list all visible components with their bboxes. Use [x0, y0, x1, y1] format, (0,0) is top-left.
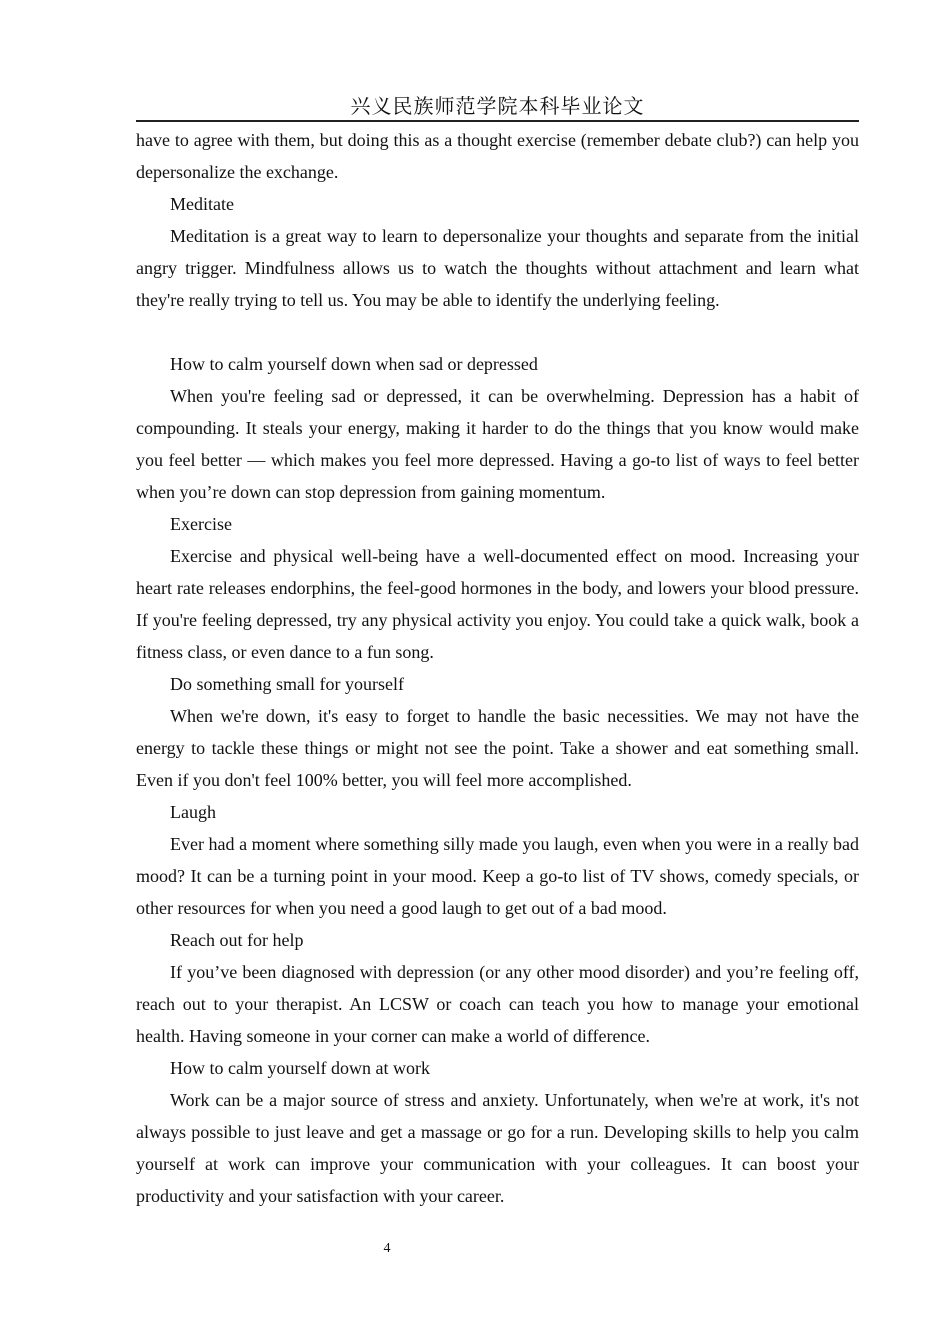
paragraph-meditation: Meditation is a great way to learn to depersonalize your thoughts and separate from the initial angry trigger. Mindfulness allows us to watch the thoughts without attachment and learn what they're really trying to tell us. You may be able to identify the underlying feeling.	[136, 226, 859, 310]
section-heading-meditate: Meditate	[170, 194, 234, 214]
document-body	[136, 124, 859, 1212]
section-heading-laugh: Laugh	[170, 802, 216, 822]
paragraph-calm-at-work: Work can be a major source of stress and anxiety. Unfortunately, when we're at work, it's not always possible to just leave and get a massage or go for a run. Developing skills to help you calm yourself at work can improve your communication with your colleagues. It can boost your productivity and your satisfaction with your career.	[136, 1090, 859, 1206]
paragraph-small-for-yourself: When we're down, it's easy to forget to handle the basic necessities. We may not have the energy to tackle these things or might not see the point. Take a shower and eat something small. Even if you don't feel 100% better, you will feel more accomplished.	[136, 706, 859, 790]
page-number: 4	[383, 1241, 391, 1256]
page-header-title: 兴义民族师范学院本科毕业论文	[136, 92, 859, 122]
paragraph-exercise: Exercise and physical well-being have a well-documented effect on mood. Increasing your heart rate releases endorphins, the feel-good hormones in the body, and lowers your blood pressure. If you're feeling depressed, try any physical activity you enjoy. You could take a quick walk, book a fitness class, or even dance to a fun song.	[136, 546, 859, 662]
paragraph-continuation: have to agree with them, but doing this as a thought exercise (remember debate club?) can help you depersonalize the exchange.	[136, 130, 859, 182]
section-heading-reach-out: Reach out for help	[170, 930, 304, 950]
paragraph-sad-depressed: When you're feeling sad or depressed, it can be overwhelming. Depression has a habit of compounding. It steals your energy, making it harder to do the things that you know would make you feel better — which makes you feel more depressed. Having a go-to list of ways to feel better when you’re down can stop depression from gaining momentum.	[136, 386, 859, 502]
section-heading-sad-depressed: How to calm yourself down when sad or depressed	[170, 354, 538, 374]
blank-line	[136, 316, 859, 348]
paragraph-reach-out: If you’ve been diagnosed with depression (or any other mood disorder) and you’re feeling off, reach out to your therapist. An LCSW or coach can teach you how to manage your emotional health. Having someone in your corner can make a world of difference.	[136, 962, 859, 1046]
section-heading-exercise: Exercise	[170, 514, 232, 534]
paragraph-laugh: Ever had a moment where something silly made you laugh, even when you were in a really bad mood? It can be a turning point in your mood. Keep a go-to list of TV shows, comedy specials, or other resources for when you need a good laugh to get out of a bad mood.	[136, 834, 859, 918]
section-heading-calm-at-work: How to calm yourself down at work	[170, 1058, 430, 1078]
section-heading-small-for-yourself: Do something small for yourself	[170, 674, 404, 694]
